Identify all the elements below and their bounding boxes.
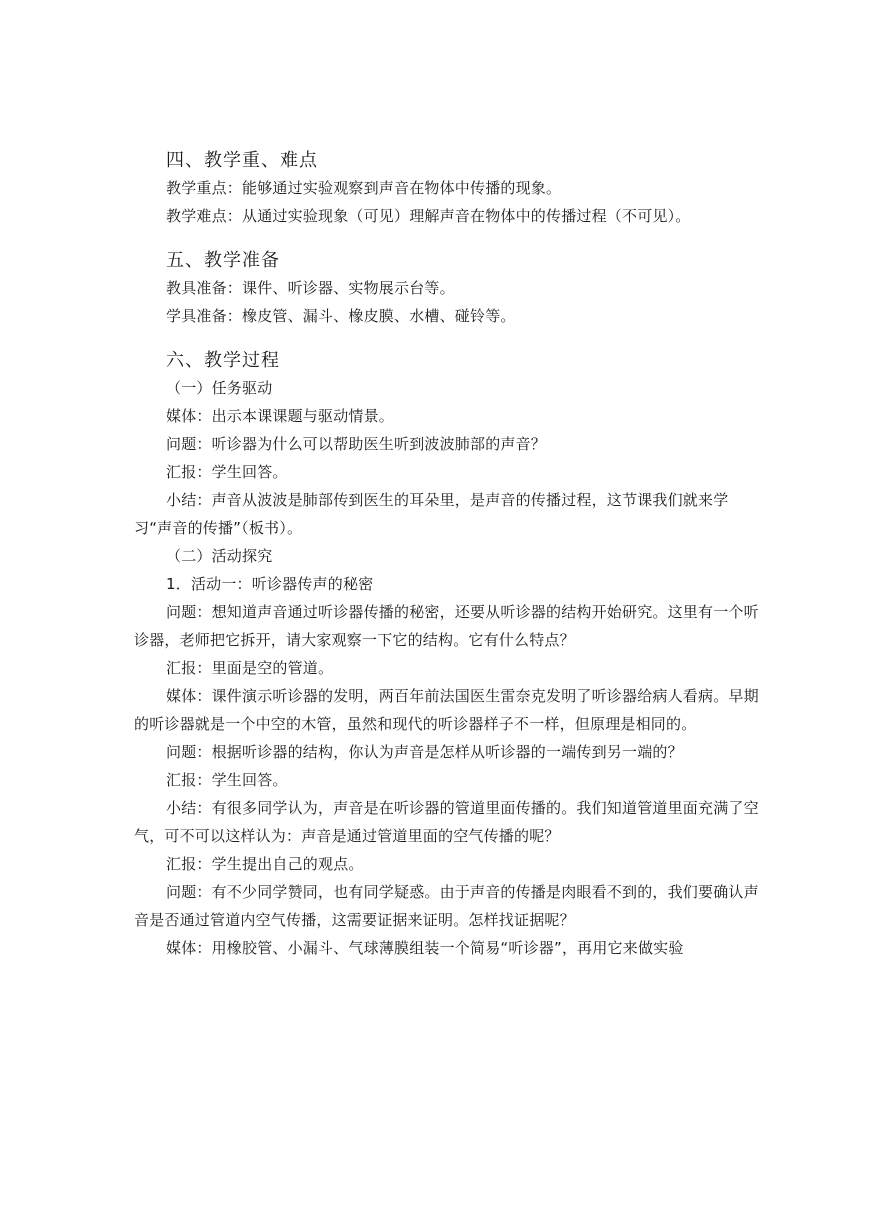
paragraph: 问题：听诊器为什么可以帮助医生听到波波肺部的声音？ <box>166 435 547 453</box>
paragraph: 学具准备：橡皮管、漏斗、橡皮膜、水槽、碰铃等。 <box>166 307 516 325</box>
paragraph: 问题：根据听诊器的结构，你认为声音是怎样从听诊器的一端传到另一端的？ <box>166 743 683 761</box>
paragraph: 汇报：学生提出自己的观点。 <box>166 855 364 873</box>
paragraph: 小结：声音从波波是肺部传到医生的耳朵里，是声音的传播过程，这节课我们就来学习“声音的传播”（板书）。 <box>134 491 729 537</box>
paragraph: 汇报：学生回答。 <box>166 463 288 481</box>
paragraph: （一）任务驱动 <box>166 379 273 397</box>
paragraph: 教学难点：从通过实验现象（可见）理解声音在物体中的传播过程（不可见）。 <box>166 207 691 225</box>
section-heading-preparation: 五、教学准备 <box>166 250 280 271</box>
paragraph: 汇报：学生回答。 <box>166 771 288 789</box>
paragraph: 小结：有很多同学认为，声音是在听诊器的管道里面传播的。我们知道管道里面充满了空气，可不可以这样认为：声音是通过管道里面的空气传播的呢？ <box>134 799 759 845</box>
paragraph: 1．活动一：听诊器传声的秘密 <box>166 575 374 593</box>
section-heading-key-points: 四、教学重、难点 <box>166 150 318 171</box>
document-content <box>134 148 760 962</box>
paragraph: 教学重点：能够通过实验观察到声音在物体中传播的现象。 <box>166 179 562 197</box>
paragraph: 问题：想知道声音通过听诊器传播的秘密，还要从听诊器的结构开始研究。这里有一个听诊器，老师把它拆开，请大家观察一下它的结构。它有什么特点？ <box>134 603 759 649</box>
section-heading-process: 六、教学过程 <box>166 350 280 371</box>
paragraph: 媒体：课件演示听诊器的发明，两百年前法国医生雷奈克发明了听诊器给病人看病。早期的听诊器就是一个中空的木管，虽然和现代的听诊器样子不一样，但原理是相同的。 <box>134 687 759 733</box>
paragraph: 媒体：出示本课课题与驱动情景。 <box>166 407 395 425</box>
paragraph: 汇报：里面是空的管道。 <box>166 659 334 677</box>
paragraph: 问题：有不少同学赞同，也有同学疑惑。由于声音的传播是肉眼看不到的，我们要确认声音是否通过管道内空气传播，这需要证据来证明。怎样找证据呢？ <box>134 883 759 929</box>
paragraph: 教具准备：课件、听诊器、实物展示台等。 <box>166 279 455 297</box>
paragraph: （二）活动探究 <box>166 547 273 565</box>
paragraph: 媒体：用橡胶管、小漏斗、气球薄膜组装一个简易“听诊器”，再用它来做实验 <box>166 939 684 957</box>
